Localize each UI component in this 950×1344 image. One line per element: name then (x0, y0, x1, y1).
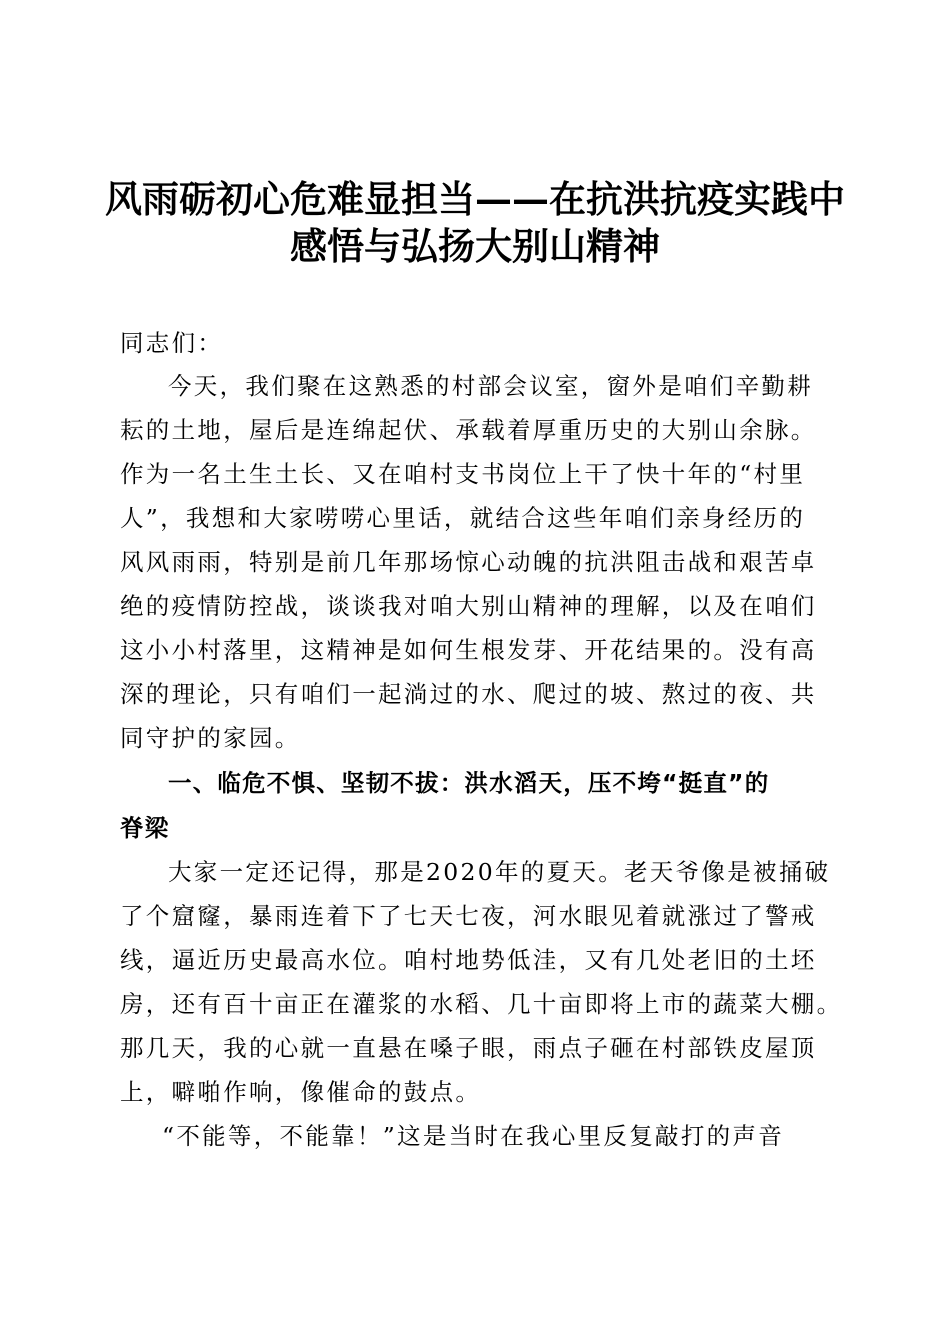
salutation: 同志们： (120, 329, 224, 357)
paragraph-1-line: 耘的土地，屋后是连绵起伏、承载着厚重历史的大别山余脉。 (120, 416, 817, 444)
paragraph-1-line: 深的理论，只有咱们一起淌过的水、爬过的坡、熬过的夜、共 (120, 680, 817, 708)
paragraph-2-line: 了个窟窿，暴雨连着下了七天七夜，河水眼见着就涨过了警戒 (120, 902, 817, 930)
document-title-line-1: 风雨砺初心危难显担当——在抗洪抗疫实践中 (105, 177, 845, 221)
paragraph-1-line: 绝的疫情防控战，谈谈我对咱大别山精神的理解，以及在咱们 (120, 592, 817, 620)
paragraph-1-line: 今天，我们聚在这熟悉的村部会议室，窗外是咱们辛勤耕 (168, 372, 813, 400)
paragraph-2-line: 线，逼近历史最高水位。咱村地势低洼，又有几处老旧的土坯 (120, 946, 817, 974)
paragraph-2-line: 房，还有百十亩正在灌浆的水稻、几十亩即将上市的蔬菜大棚。 (120, 990, 843, 1018)
paragraph-2-line: 大家一定还记得，那是2020年的夏天。老天爷像是被捅破 (168, 858, 831, 886)
document-title-line-2: 感悟与弘扬大别山精神 (290, 224, 660, 268)
paragraph-1-line: 风风雨雨，特别是前几年那场惊心动魄的抗洪阻击战和艰苦卓 (120, 548, 817, 576)
section-heading-1-line-1: 一、临危不惧、坚韧不拔：洪水滔天，压不垮“挺直”的 (168, 769, 770, 797)
paragraph-3-line: “不能等，不能靠！”这是当时在我心里反复敲打的声音 (162, 1122, 785, 1150)
paragraph-1-line: 人”，我想和大家唠唠心里话，就结合这些年咱们亲身经历的 (120, 504, 806, 532)
paragraph-1-line: 这小小村落里，这精神是如何生根发芽、开花结果的。没有高 (120, 636, 817, 664)
paragraph-1-line: 作为一名土生土长、又在咱村支书岗位上干了快十年的“村里 (120, 460, 806, 488)
section-heading-1-line-2: 脊梁 (120, 814, 170, 842)
paragraph-2-line: 那几天，我的心就一直悬在嗓子眼，雨点子砸在村部铁皮屋顶 (120, 1034, 817, 1062)
paragraph-2-line: 上，噼啪作响，像催命的鼓点。 (120, 1078, 482, 1106)
paragraph-1-line: 同守护的家园。 (120, 724, 301, 752)
